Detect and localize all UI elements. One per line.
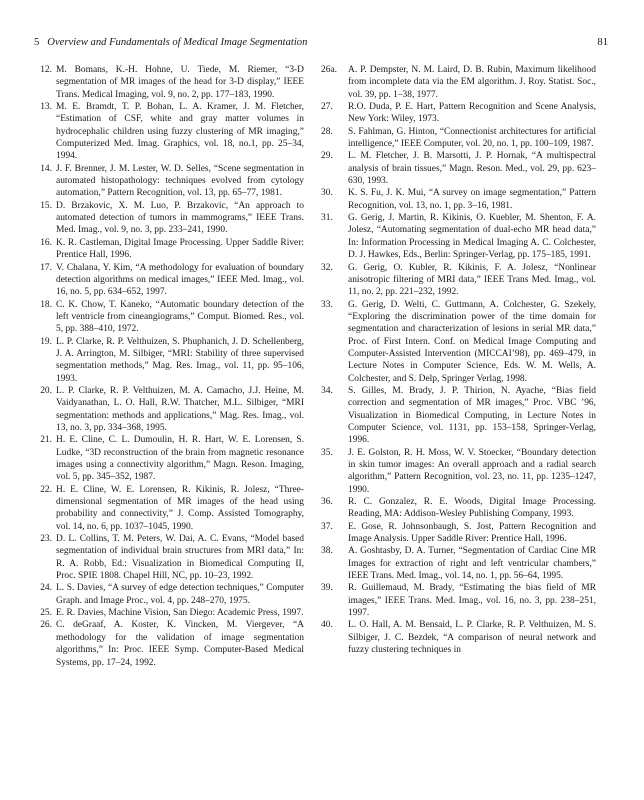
reference-number: 38. (321, 546, 333, 557)
reference-item (32, 484, 304, 533)
reference-item (321, 582, 596, 619)
reference-text: M. Bomans, K.-H. Hohne, U. Tiede, M. Riemer, “3-D segmentation of MR images of the head for 3-D display,” IEEE Trans. Medical Imaging, vol. 9, no. 2, pp. 177–183, 1990. (56, 65, 304, 100)
reference-item (321, 150, 596, 187)
reference-number: 40. (321, 620, 333, 631)
reference-number: 16. (40, 237, 52, 248)
running-header (34, 37, 608, 53)
reference-number: 14. (40, 163, 52, 174)
chapter-heading (34, 37, 307, 48)
reference-number: 18. (40, 299, 52, 310)
reference-item (32, 163, 304, 200)
reference-number: 37. (321, 521, 333, 532)
reference-text: A. Goshtasby, D. A. Turner, “Segmentation of Cardiac Cine MR Images for extraction of right and left ventricular chambers,” IEEE Trans. Med. Imag., vol. 14, no. 1, pp. 56–64, 1995. (348, 546, 596, 582)
reference-text: L. S. Davies, “A survey of edge detection techniques,” Computer Graph. and Image Proc., vol. 4, pp. 248–270, 1975. (56, 583, 304, 606)
reference-text: V. Chalana, Y. Kim, “A methodology for evaluation of boundary detection algorithms on medical images,” IEEE Med. Imag., vol. 16, no. 5, pp. 634–652, 1997. (56, 262, 304, 298)
reference-item (32, 299, 304, 336)
reference-text: D. Brzakovic, X. M. Luo, P. Brzakovic, “An approach to automated detection of tumors in mammograms,” IEEE Trans. Med. Imag., vol. 9, no. 3, pp. 233–241, 1990. (56, 200, 304, 236)
reference-item (32, 336, 304, 385)
reference-text: D. L. Collins, T. M. Peters, W. Dai, A. C. Evans, “Model based segmentation of individual brain structures from MRI data,” In: R. A. Robb, Ed.: Visualization in Biomedical Computing II, Proc. SPIE 1808. Chapel Hill, NC, pp. 10–23, 1992. (56, 534, 304, 582)
left-column (32, 64, 304, 669)
reference-number: 39. (321, 583, 333, 594)
reference-item (321, 64, 596, 101)
reference-number: 21. (40, 435, 52, 446)
reference-number: 15. (40, 200, 52, 211)
reference-item (32, 607, 304, 619)
reference-item (321, 126, 596, 151)
reference-item (321, 496, 596, 521)
reference-item (32, 262, 304, 299)
reference-item (321, 187, 596, 212)
reference-item (321, 521, 596, 546)
reference-text: H. E. Cline, C. L. Dumoulin, H. R. Hart, W. E. Lorensen, S. Ludke, “3D reconstruction of the brain from magnetic resonance images using a connectivity algorithm,” Magn. Reson. Imaging, vol. 5, pp. 345–352, 1987. (56, 435, 304, 483)
reference-number: 32. (321, 262, 333, 273)
reference-text: K. S. Fu, J. K. Mui, “A survey on image segmentation,” Pattern Recognition, vol. 13, no. 1, pp. 3–16, 1981. (348, 188, 596, 211)
reference-text: J. E. Golston, R. H. Moss, W. V. Stoecker, “Boundary detection in skin tumor images: An overall approach and a radial search algorithm,” Pattern Recognition, vol. 23, no. 11, pp. 1235–1247, 1990. (348, 447, 596, 495)
reference-number: 34. (321, 385, 333, 396)
reference-text: H. E. Cline, W. E. Lorensen, R. Kikinis, R. Jolesz, “Three-dimensional segmentation of MR images of the head using probability and connectivity,” J. Comp. Assisted Tomography, vol. 14, no. 6, pp. 1037–1045, 1990. (56, 484, 304, 532)
reference-number: 13. (40, 102, 52, 113)
reference-number: 29. (321, 151, 333, 162)
reference-item (321, 385, 596, 447)
chapter-number: 5 (34, 37, 40, 48)
reference-number: 26. (40, 620, 52, 631)
right-column (321, 64, 596, 657)
reference-text: E. R. Davies, Machine Vision, San Diego: Academic Press, 1997. (56, 608, 304, 619)
reference-item (32, 533, 304, 582)
reference-text: S. Gilles, M. Brady, J. P. Thirion, N. Ayache, “Bias field correction and segmentation of MR images,” Proc. VBC ’96, Visualization in Biomedical Computing, in Lecture Notes in Computer Science, vol. 1131, pp. 153–158, Springer-Verlag, 1996. (348, 385, 596, 446)
reference-text: C. K. Chow, T. Kaneko, “Automatic boundary detection of the left ventricle from cineangiograms,” Comput. Biomed. Res., vol. 5, pp. 388–410, 1972. (56, 299, 304, 335)
reference-item (32, 385, 304, 434)
page-number: 81 (597, 37, 608, 48)
reference-number: 25. (40, 608, 52, 619)
reference-number: 17. (40, 262, 52, 273)
reference-text: G. Gerig, D. Welti, C. Guttmann, A. Colchester, G. Szekely, “Exploring the discrimination power of the time domain for segmentation and characterization of lesions in serial MR data,” Proc. of First Intern. Conf. on Medical Image Computing and Computer-Assisted Intervention (MICCAI’98), pp. 469–479, in Lecture Notes in Computer Science, Eds. W. M. Wells, A. Colchester, and S. Delp, Springer Verlag, 1998. (348, 299, 596, 384)
reference-text: R. C. Gonzalez, R. E. Woods, Digital Image Processing. Reading, MA: Addison-Wesley Publishing Company, 1993. (348, 497, 596, 520)
reference-number: 22. (40, 484, 52, 495)
reference-number: 27. (321, 102, 333, 113)
reference-text: G. Gerig, J. Martin, R. Kikinis, O. Kuebler, M. Shenton, F. A. Jolesz, “Automating segmentation of dual-echo MR head data,” In: Information Processing in Medical Imaging A. C. Colchester, D. J. Hawkes, Eds., Berlin: Springer-Verlag, pp. 175–185, 1991. (348, 213, 596, 261)
reference-text: K. R. Castleman, Digital Image Processing. Upper Saddle River: Prentice Hall, 1996. (56, 237, 304, 261)
reference-number: 30. (321, 188, 333, 199)
reference-item (321, 545, 596, 582)
reference-number: 31. (321, 213, 333, 224)
reference-number: 33. (321, 299, 333, 310)
reference-text: G. Gerig, O. Kubler, R. Kikinis, F. A. Jolesz, “Nonlinear anisotropic filtering of MRI data,” IEEE Trans Med. Imag., vol. 11, no. 2, pp. 221–232, 1992. (348, 262, 596, 298)
reference-number: 36. (321, 497, 333, 508)
reference-number: 35. (321, 447, 333, 458)
reference-item (32, 64, 304, 101)
reference-number: 24. (40, 583, 52, 594)
reference-text: L. O. Hall, A. M. Bensaid, L. P. Clarke, R. P. Velthuizen, M. S. Silbiger, J. C. Bezdek, “A comparison of neural network and fuzzy clustering techniques in (348, 620, 596, 656)
reference-text: R. Guillemaud, M. Brady, “Estimating the bias field of MR images,” IEEE Trans. Med. Imag., vol. 16, no. 3, pp. 238–251, 1997. (348, 583, 596, 619)
reference-number: 23. (40, 534, 52, 545)
chapter-title: Overview and Fundamentals of Medical Image Segmentation (47, 37, 308, 48)
reference-item (32, 434, 304, 483)
reference-text: J. F. Brenner, J. M. Lester, W. D. Selles, “Scene segmentation in automated histopathology: techniques evolved from cytology automation,” Pattern Recognition, vol. 13, pp. 65–77, 1981. (56, 163, 304, 199)
reference-item (32, 619, 304, 668)
reference-item (32, 101, 304, 163)
reference-number: 12. (40, 65, 52, 75)
reference-text: E. Gose, R. Johnsonbaugh, S. Jost, Pattern Recognition and Image Analysis. Upper Saddle River: Prentice Hall, 1996. (348, 521, 596, 545)
reference-item (321, 212, 596, 261)
reference-text: L. P. Clarke, R. P. Velthuizen, S. Phuphanich, J. D. Schellenberg, J. A. Arrington, M. Silbiger, “MRI: Stability of three supervised segmentation methods,” Mag. Res. Imag., vol. 11, pp. 95–106, 1993. (56, 336, 304, 384)
reference-text: R.O. Duda, P. E. Hart, Pattern Recognition and Scene Analysis, New York: Wiley, 1973. (348, 102, 596, 125)
reference-text: C. deGraaf, A. Koster, K. Vincken, M. Viergever, “A methodology for the validation of image segmentation algorithms,” In: Proc. IEEE Symp. Computer-Based Medical Systems, pp. 17–24, 1992. (56, 620, 304, 668)
reference-number: 28. (321, 126, 333, 137)
reference-text: L. P. Clarke, R. P. Velthuizen, M. A. Camacho, J.J. Heine, M. Vaidyanathan, L. O. Hall, R.W. Thatcher, M.L. Silbiger, “MRI segmentation: methods and applications,” Mag. Res. Imag., vol. 13, no. 3, pp. 334–368, 1995. (56, 385, 304, 433)
reference-item (32, 200, 304, 237)
reference-text: L. M. Fletcher, J. B. Marsotti, J. P. Hornak, “A multispectral analysis of brain tissues,” Magn. Reson. Med., vol. 29, pp. 623–630, 1993. (348, 151, 596, 187)
reference-text: M. E. Bramdt, T. P. Bohan, L. A. Kramer, J. M. Fletcher, “Estimation of CSF, white and gray matter volumes in hydrocephalic children using fuzzy clustering of MR imaging,” Computerized Med. Imag. Graphics, vol. 18, no.1, pp. 25–34, 1994. (56, 102, 304, 162)
reference-number: 19. (40, 336, 52, 347)
reference-item (321, 262, 596, 299)
reference-item (321, 299, 596, 385)
reference-item (321, 447, 596, 496)
reference-text: S. Fahlman, G. Hinton, “Connectionist architectures for artificial intelligence,” IEEE Computer, vol. 20, no. 1, pp. 100–109, 1987. (348, 126, 596, 150)
reference-number: 26a. (321, 65, 337, 75)
reference-item (32, 582, 304, 607)
reference-item (321, 101, 596, 126)
reference-number: 20. (40, 385, 52, 396)
reference-item (32, 237, 304, 262)
reference-text: A. P. Dempster, N. M. Laird, D. B. Rubin, Maximum likelihood from incomplete data via the EM algorithm. J. Roy. Statist. Soc., vol. 39, pp. 1–38, 1977. (348, 65, 596, 100)
reference-item (321, 619, 596, 656)
